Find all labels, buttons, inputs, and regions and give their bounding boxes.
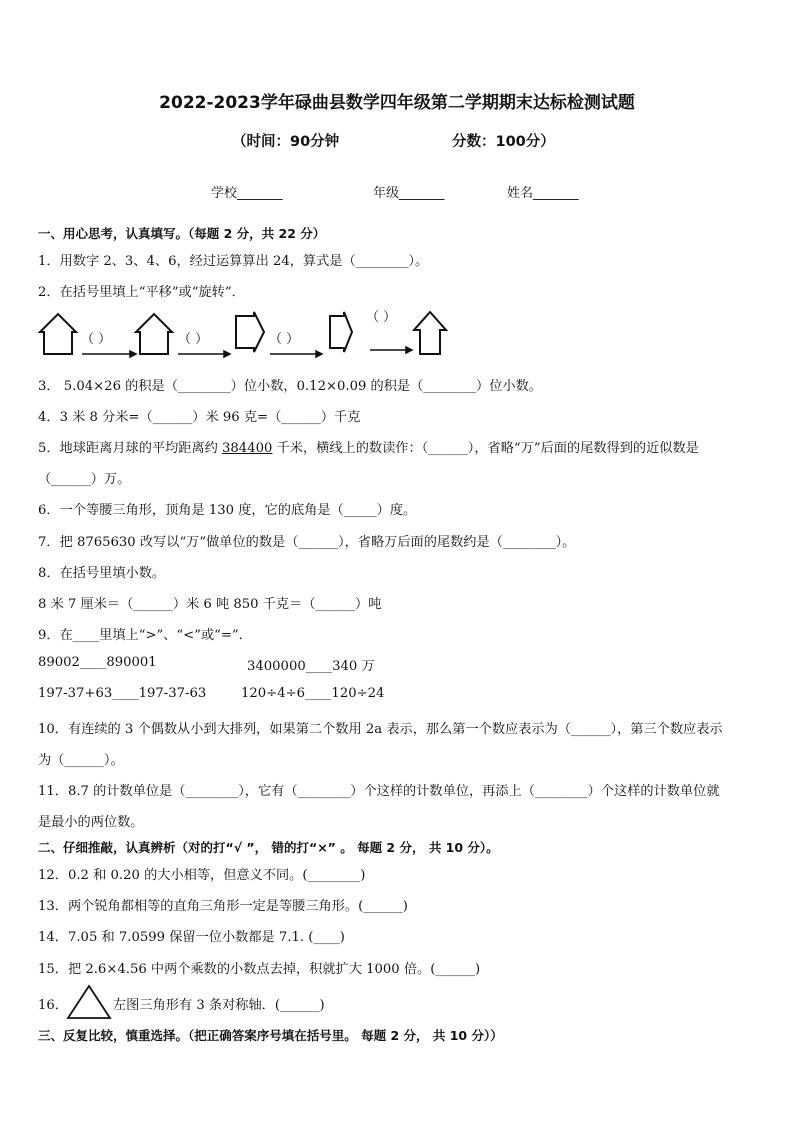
question-15: 15．把 2.6×4.56 中两个乘数的小数点去掉，积就扩大 1000 倍。(______) <box>38 962 481 977</box>
name-field[interactable]: 姓名_______ <box>507 186 579 201</box>
question-9-c: 197-37+63____197-37-63 <box>38 686 207 701</box>
question-11-line-2: 是最小的两位数。 <box>38 815 144 830</box>
question-10-line-1: 10．有连续的 3 个偶数从小到大排列，如果第二个数用 2a 表示，那么第一个数应表示为（______），第三个数应表示 <box>38 722 723 737</box>
right-arrow-shape-1 <box>236 312 264 352</box>
q2-blank-2[interactable]: （ ） <box>178 332 209 347</box>
exam-score: 分数：100分） <box>452 134 555 150</box>
up-arrow-shape-3 <box>414 312 446 354</box>
grade-field[interactable]: 年级_______ <box>373 186 445 201</box>
section-3-heading: 三、反复比较，慎重选择。（把正确答案序号填在括号里。 每题 2 分， 共 10 分）） <box>38 1028 503 1043</box>
question-5-line-1: 5．地球距离月球的平均距离约 384400 千米，横线上的数读作：（______），省略“万”后面的尾数得到的近似数是 <box>38 441 699 456</box>
question-3: 3． 5.04×26 的积是（________）位小数，0.12×0.09 的积是（________）位小数。 <box>38 379 542 394</box>
question-14: 14．7.05 和 7.0599 保留一位小数都是 7.1. (____) <box>38 930 345 945</box>
school-field[interactable]: 学校_______ <box>211 186 283 201</box>
q2-blank-3[interactable]: （ ） <box>269 332 300 347</box>
question-8: 8．在括号里填小数。 <box>38 566 166 581</box>
question-7: 7．把 8765630 改写以“万”做单位的数是（______），省略万后面的尾数约是（________）。 <box>38 535 576 550</box>
question-5-line-2: （______）万。 <box>38 472 131 487</box>
question-13: 13．两个锐角都相等的直角三角形一定是等腰三角形。(______) <box>38 899 408 914</box>
question-8-line: 8 米 7 厘米＝（______）米 6 吨 850 千克＝（______）吨 <box>38 597 382 612</box>
question-9-a: 89002____890001 <box>38 655 157 670</box>
up-arrow-shape-2 <box>136 314 172 354</box>
question-16-number: 16． <box>38 998 68 1013</box>
q2-blank-1[interactable]: （ ） <box>81 332 112 347</box>
question-1: 1．用数字 2、3、4、6，经过运算算出 24，算式是（________）。 <box>38 254 429 269</box>
exam-time: （时间：90分钟 <box>232 134 340 150</box>
question-10-line-2: 为（______）。 <box>38 753 124 768</box>
right-arrow-shape-2 <box>330 312 352 352</box>
section-1-heading: 一、用心思考，认真填写。（每题 2 分，共 22 分） <box>38 226 326 241</box>
question-16-text: 左图三角形有 3 条对称轴．(______) <box>113 998 325 1013</box>
question-11-line-1: 11．8.7 的计数单位是（________），它有（________）个这样的计数单位，再添上（________）个这样的计数单位就 <box>38 784 720 799</box>
question-9: 9．在____里填上“>”、“<”或“=”． <box>38 628 252 643</box>
up-arrow-shape-1 <box>40 314 76 354</box>
question-2: 2．在括号里填上“平移”或“旋转”． <box>38 285 245 300</box>
question-4: 4．3 米 8 分米=（______）米 96 克=（______）千克 <box>38 410 361 425</box>
underlined-distance: 384400 <box>222 441 273 456</box>
question-12: 12．0.2 和 0.20 的大小相等，但意义不同。(________) <box>38 868 366 883</box>
section-2-heading: 二、仔细推敲，认真辨析（对的打“√ ”， 错的打“×” 。 每题 2 分， 共 10 分）。 <box>38 840 499 855</box>
question-9-d: 120÷4÷6____120÷24 <box>241 686 385 701</box>
triangle-figure <box>66 984 112 1022</box>
page-title: 2022-2023学年碌曲县数学四年级第二学期期末达标检测试题 <box>159 93 635 113</box>
q2-blank-4[interactable]: （ ） <box>366 310 397 325</box>
question-6: 6．一个等腰三角形，顶角是 130 度，它的底角是（_____）度。 <box>38 503 417 518</box>
question-9-b: 3400000____340 万 <box>247 659 375 674</box>
